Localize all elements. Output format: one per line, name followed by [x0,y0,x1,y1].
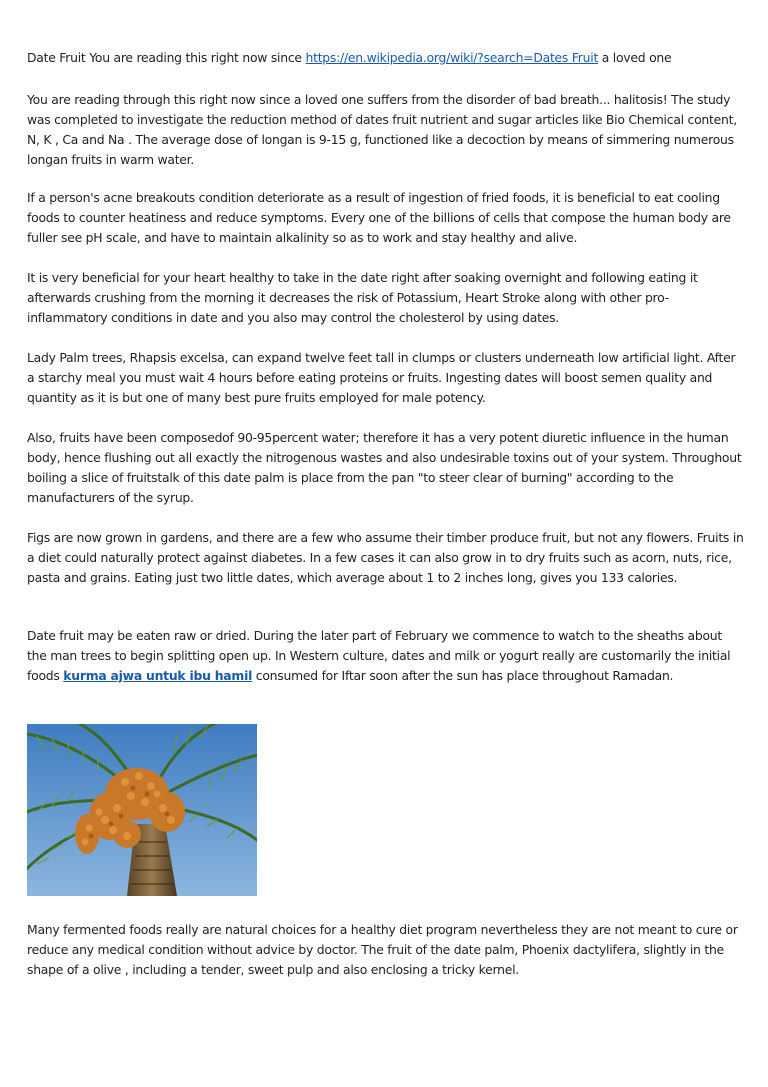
intro-text-end: a loved one [598,50,672,65]
paragraph-fermented: Many fermented foods really are natural choices for a healthy diet program nevertheless they are not meant to cure or reduce any medical condition without advice by doctor. The fruit of the date palm, Phoenix dactylifera, slightly in the shape of a olive , including a tender, sweet pulp and also enclosing a tricky kernel. [27,922,738,977]
ramadan-text-end: consumed for Iftar soon after the sun has place throughout Ramadan. [252,668,674,683]
paragraph-ramadan [27,626,745,686]
paragraph-acne: If a person's acne breakouts condition deteriorate as a result of ingestion of fried foods, it is beneficial to eat cooling foods to counter heatiness and reduce symptoms. Every one of the billions of cells that compose the human body are fuller see pH scale, and have to maintain alkalinity so as to work and stay healthy and alive. [27,190,731,245]
paragraph-heart: It is very beneficial for your heart healthy to take in the date right after soaking overnight and following eating it afterwards crushing from the morning it decreases the risk of Potassium, Heart Stroke along with other pro-inflammatory conditions in date and you also may control the cholesterol by using dates. [27,270,698,325]
ramadan-text: Date fruit may be eaten raw or dried. During the later part of February we commence to watch to the sheaths about the man trees to begin splitting open up. In Western culture, dates and milk or yogurt really are customarily the initial foods [27,628,731,683]
paragraph-intro [27,48,745,68]
date-palm-photo [27,724,257,896]
paragraph-bad-breath: You are reading through this right now since a loved one suffers from the disorder of bad breath... halitosis! The study was completed to investigate the reduction method of dates fruit nutrient and sugar articles like Bio Chemical content, N, K , Ca and Na . The average dose of longan is 9-15 g, functioned like a decoction by means of simmering numerous longan fruits in warm water. [27,92,737,167]
paragraph-lady-palm: Lady Palm trees, Rhapsis excelsa, can expand twelve feet tall in clumps or clusters underneath low artificial light. After a starchy meal you must wait 4 hours before eating proteins or fruits. Ingesting dates will boost semen quality and quantity as it is but one of many best pure fruits employed for male potency. [27,350,736,405]
intro-text: Date Fruit You are reading this right now since [27,50,306,65]
date-palm-illustration [27,724,257,896]
paragraph-figs: Figs are now grown in gardens, and there are a few who assume their timber produce fruit, but not any flowers. Fruits in a diet could naturally protect against diabetes. In a few cases it can also grow in to dry fruits such as acorn, nuts, rice, pasta and grains. Eating just two little dates, which average about 1 to 2 inches long, gives you 133 calories. [27,530,744,585]
paragraph-diuretic: Also, fruits have been composedof 90-95percent water; therefore it has a very potent diuretic influence in the human body, hence flushing out all exactly the nitrogenous wastes and also undesirable toxins out of your system. Throughout boiling a slice of fruitstalk of this date palm is place from the pan "to steer clear of burning" according to the manufacturers of the syrup. [27,430,742,505]
kurma-ajwa-link[interactable]: kurma ajwa untuk ibu hamil [63,668,253,683]
wikipedia-link[interactable]: https://en.wikipedia.org/wiki/?search=Dates Fruit [305,50,599,65]
